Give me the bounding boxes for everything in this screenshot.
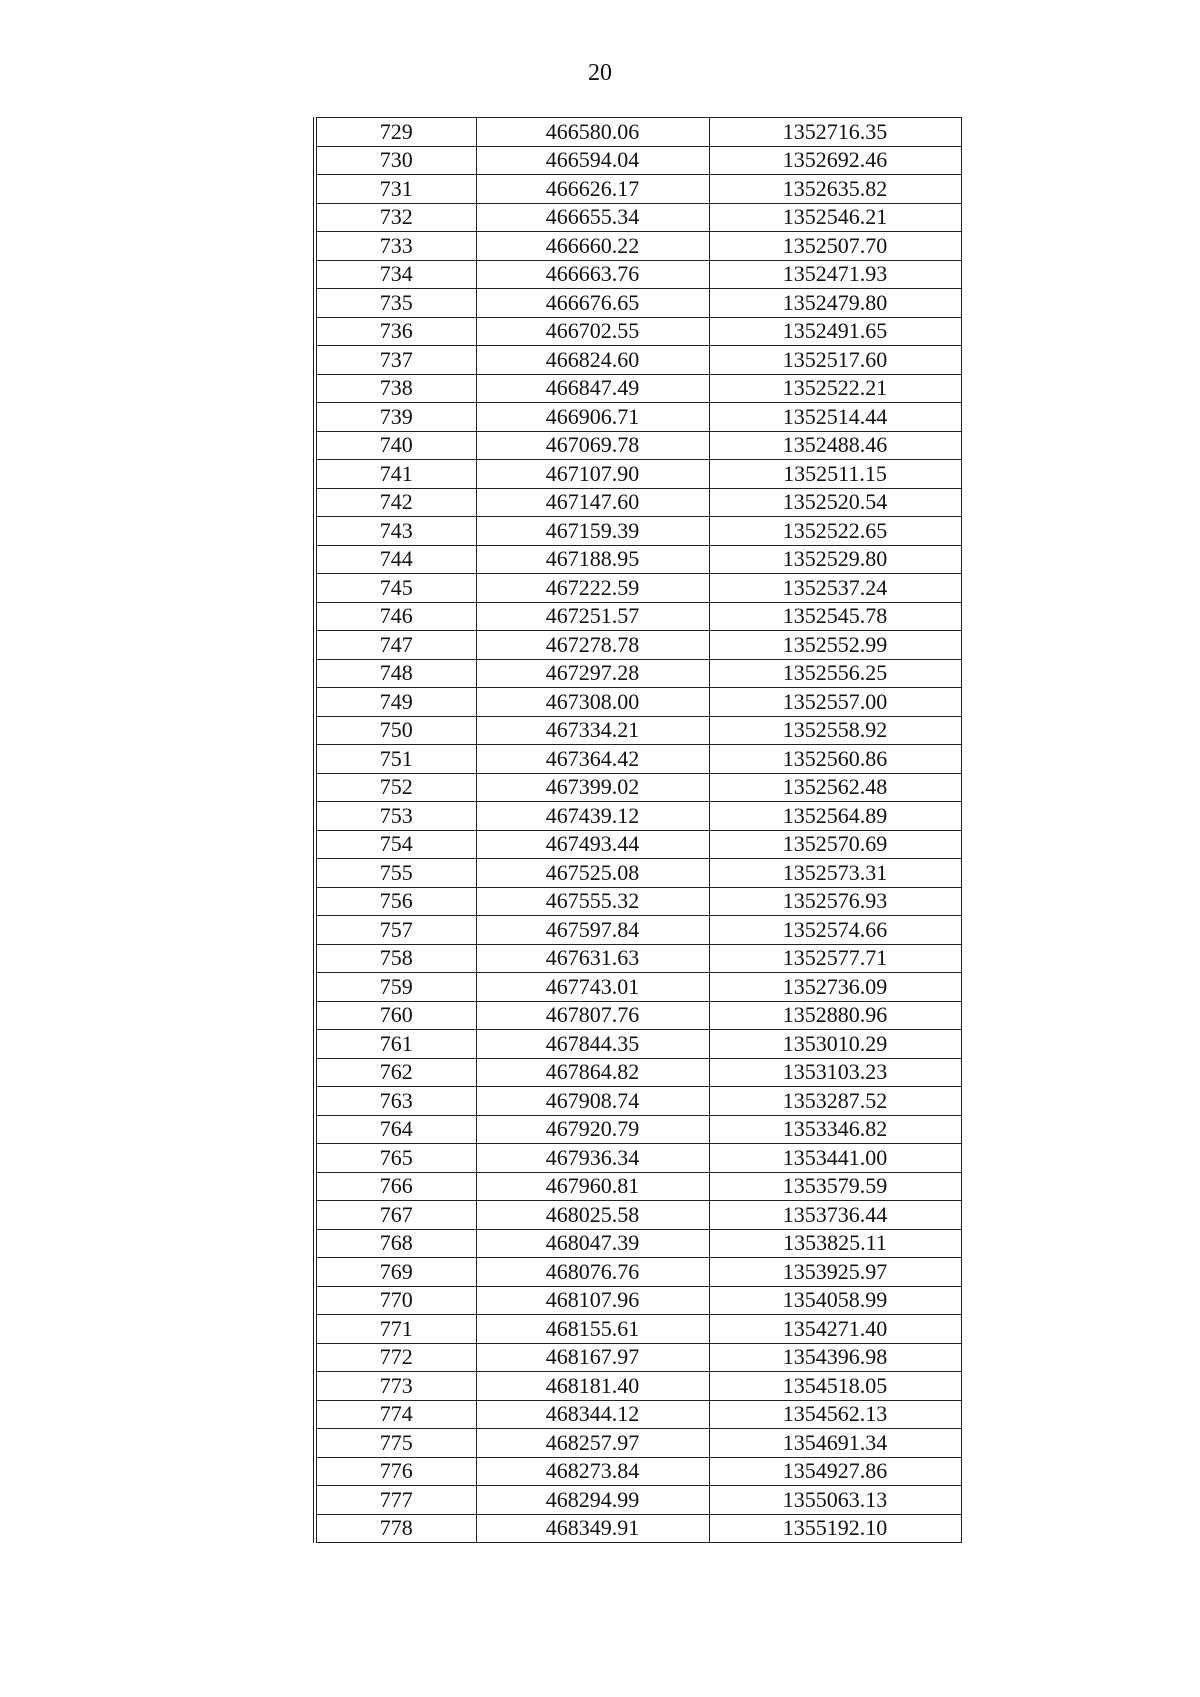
table-row <box>315 1229 961 1258</box>
table-row <box>315 1258 961 1287</box>
y-coordinate-cell: 1352552.99 <box>709 631 961 660</box>
x-coordinate-cell: 467222.59 <box>476 574 709 603</box>
y-coordinate-cell: 1352520.54 <box>709 488 961 517</box>
x-coordinate-cell: 467334.21 <box>476 716 709 745</box>
x-coordinate-cell: 468349.91 <box>476 1514 709 1543</box>
y-coordinate-cell: 1352514.44 <box>709 403 961 432</box>
table-row <box>315 830 961 859</box>
x-coordinate-cell: 467920.79 <box>476 1115 709 1144</box>
y-coordinate-cell: 1354691.34 <box>709 1429 961 1458</box>
table-row <box>315 1343 961 1372</box>
x-coordinate-cell: 466676.65 <box>476 289 709 318</box>
y-coordinate-cell: 1352546.21 <box>709 203 961 232</box>
y-coordinate-cell: 1352573.31 <box>709 859 961 888</box>
point-number-cell: 751 <box>315 745 476 774</box>
point-number-cell: 768 <box>315 1229 476 1258</box>
point-number-cell: 745 <box>315 574 476 603</box>
table-row <box>315 1429 961 1458</box>
y-coordinate-cell: 1352692.46 <box>709 146 961 175</box>
point-number-cell: 772 <box>315 1343 476 1372</box>
point-number-cell: 753 <box>315 802 476 831</box>
y-coordinate-cell: 1352511.15 <box>709 460 961 489</box>
table-row <box>315 1286 961 1315</box>
x-coordinate-cell: 467251.57 <box>476 602 709 631</box>
x-coordinate-cell: 467297.28 <box>476 659 709 688</box>
y-coordinate-cell: 1353825.11 <box>709 1229 961 1258</box>
x-coordinate-cell: 468181.40 <box>476 1372 709 1401</box>
x-coordinate-cell: 467631.63 <box>476 944 709 973</box>
x-coordinate-cell: 466663.76 <box>476 260 709 289</box>
point-number-cell: 774 <box>315 1400 476 1429</box>
point-number-cell: 743 <box>315 517 476 546</box>
table-row <box>315 659 961 688</box>
point-number-cell: 770 <box>315 1286 476 1315</box>
table-row <box>315 773 961 802</box>
table-row <box>315 203 961 232</box>
point-number-cell: 742 <box>315 488 476 517</box>
y-coordinate-cell: 1352570.69 <box>709 830 961 859</box>
x-coordinate-cell: 467364.42 <box>476 745 709 774</box>
point-number-cell: 754 <box>315 830 476 859</box>
table-row <box>315 631 961 660</box>
x-coordinate-cell: 466906.71 <box>476 403 709 432</box>
point-number-cell: 762 <box>315 1058 476 1087</box>
coordinates-table <box>313 117 962 1543</box>
y-coordinate-cell: 1352471.93 <box>709 260 961 289</box>
table-row <box>315 1087 961 1116</box>
y-coordinate-cell: 1352562.48 <box>709 773 961 802</box>
y-coordinate-cell: 1352880.96 <box>709 1001 961 1030</box>
point-number-cell: 735 <box>315 289 476 318</box>
point-number-cell: 756 <box>315 887 476 916</box>
y-coordinate-cell: 1354396.98 <box>709 1343 961 1372</box>
table-row <box>315 488 961 517</box>
y-coordinate-cell: 1352479.80 <box>709 289 961 318</box>
point-number-cell: 746 <box>315 602 476 631</box>
y-coordinate-cell: 1353925.97 <box>709 1258 961 1287</box>
table-row <box>315 1457 961 1486</box>
y-coordinate-cell: 1353103.23 <box>709 1058 961 1087</box>
point-number-cell: 752 <box>315 773 476 802</box>
table-row <box>315 289 961 318</box>
x-coordinate-cell: 466655.34 <box>476 203 709 232</box>
table-row <box>315 545 961 574</box>
x-coordinate-cell: 467807.76 <box>476 1001 709 1030</box>
table-row <box>315 260 961 289</box>
y-coordinate-cell: 1352491.65 <box>709 317 961 346</box>
point-number-cell: 778 <box>315 1514 476 1543</box>
x-coordinate-cell: 466702.55 <box>476 317 709 346</box>
x-coordinate-cell: 467936.34 <box>476 1144 709 1173</box>
y-coordinate-cell: 1354562.13 <box>709 1400 961 1429</box>
x-coordinate-cell: 468167.97 <box>476 1343 709 1372</box>
y-coordinate-cell: 1352716.35 <box>709 118 961 147</box>
x-coordinate-cell: 466847.49 <box>476 374 709 403</box>
x-coordinate-cell: 468076.76 <box>476 1258 709 1287</box>
point-number-cell: 761 <box>315 1030 476 1059</box>
table-row <box>315 688 961 717</box>
x-coordinate-cell: 467525.08 <box>476 859 709 888</box>
y-coordinate-cell: 1352522.21 <box>709 374 961 403</box>
point-number-cell: 730 <box>315 146 476 175</box>
table-row <box>315 1144 961 1173</box>
x-coordinate-cell: 467743.01 <box>476 973 709 1002</box>
table-row <box>315 944 961 973</box>
page-number: 20 <box>588 60 612 86</box>
table-row <box>315 574 961 603</box>
x-coordinate-cell: 468025.58 <box>476 1201 709 1230</box>
point-number-cell: 738 <box>315 374 476 403</box>
x-coordinate-cell: 466594.04 <box>476 146 709 175</box>
point-number-cell: 776 <box>315 1457 476 1486</box>
point-number-cell: 741 <box>315 460 476 489</box>
table-row <box>315 745 961 774</box>
y-coordinate-cell: 1352507.70 <box>709 232 961 261</box>
table-row <box>315 602 961 631</box>
x-coordinate-cell: 467188.95 <box>476 545 709 574</box>
y-coordinate-cell: 1355063.13 <box>709 1486 961 1515</box>
x-coordinate-cell: 467908.74 <box>476 1087 709 1116</box>
y-coordinate-cell: 1352517.60 <box>709 346 961 375</box>
table-row <box>315 1400 961 1429</box>
y-coordinate-cell: 1352564.89 <box>709 802 961 831</box>
table-row <box>315 1514 961 1543</box>
x-coordinate-cell: 468294.99 <box>476 1486 709 1515</box>
table-row <box>315 1030 961 1059</box>
table-row <box>315 973 961 1002</box>
point-number-cell: 731 <box>315 175 476 204</box>
x-coordinate-cell: 467147.60 <box>476 488 709 517</box>
x-coordinate-cell: 468273.84 <box>476 1457 709 1486</box>
y-coordinate-cell: 1352736.09 <box>709 973 961 1002</box>
point-number-cell: 732 <box>315 203 476 232</box>
point-number-cell: 771 <box>315 1315 476 1344</box>
y-coordinate-cell: 1352529.80 <box>709 545 961 574</box>
point-number-cell: 729 <box>315 118 476 147</box>
point-number-cell: 777 <box>315 1486 476 1515</box>
x-coordinate-cell: 468047.39 <box>476 1229 709 1258</box>
x-coordinate-cell: 467308.00 <box>476 688 709 717</box>
y-coordinate-cell: 1352560.86 <box>709 745 961 774</box>
point-number-cell: 765 <box>315 1144 476 1173</box>
point-number-cell: 773 <box>315 1372 476 1401</box>
y-coordinate-cell: 1353579.59 <box>709 1172 961 1201</box>
y-coordinate-cell: 1352557.00 <box>709 688 961 717</box>
x-coordinate-cell: 467069.78 <box>476 431 709 460</box>
point-number-cell: 750 <box>315 716 476 745</box>
table-row <box>315 431 961 460</box>
table-row <box>315 1486 961 1515</box>
y-coordinate-cell: 1354518.05 <box>709 1372 961 1401</box>
y-coordinate-cell: 1353010.29 <box>709 1030 961 1059</box>
table-row <box>315 887 961 916</box>
table-row <box>315 859 961 888</box>
y-coordinate-cell: 1352522.65 <box>709 517 961 546</box>
y-coordinate-cell: 1352537.24 <box>709 574 961 603</box>
point-number-cell: 747 <box>315 631 476 660</box>
x-coordinate-cell: 468257.97 <box>476 1429 709 1458</box>
x-coordinate-cell: 466626.17 <box>476 175 709 204</box>
point-number-cell: 767 <box>315 1201 476 1230</box>
y-coordinate-cell: 1354927.86 <box>709 1457 961 1486</box>
x-coordinate-cell: 468344.12 <box>476 1400 709 1429</box>
point-number-cell: 766 <box>315 1172 476 1201</box>
point-number-cell: 755 <box>315 859 476 888</box>
y-coordinate-cell: 1353346.82 <box>709 1115 961 1144</box>
point-number-cell: 749 <box>315 688 476 717</box>
point-number-cell: 739 <box>315 403 476 432</box>
point-number-cell: 763 <box>315 1087 476 1116</box>
coordinates-table-body <box>315 118 961 1543</box>
y-coordinate-cell: 1352635.82 <box>709 175 961 204</box>
point-number-cell: 734 <box>315 260 476 289</box>
table-row <box>315 374 961 403</box>
y-coordinate-cell: 1352576.93 <box>709 887 961 916</box>
x-coordinate-cell: 467844.35 <box>476 1030 709 1059</box>
point-number-cell: 737 <box>315 346 476 375</box>
table-row <box>315 517 961 546</box>
x-coordinate-cell: 466580.06 <box>476 118 709 147</box>
table-row <box>315 1115 961 1144</box>
y-coordinate-cell: 1353287.52 <box>709 1087 961 1116</box>
point-number-cell: 736 <box>315 317 476 346</box>
table-row <box>315 232 961 261</box>
x-coordinate-cell: 467493.44 <box>476 830 709 859</box>
point-number-cell: 733 <box>315 232 476 261</box>
table-row <box>315 118 961 147</box>
x-coordinate-cell: 468107.96 <box>476 1286 709 1315</box>
table-row <box>315 175 961 204</box>
table-row <box>315 1372 961 1401</box>
x-coordinate-cell: 466660.22 <box>476 232 709 261</box>
table-row <box>315 802 961 831</box>
table-row <box>315 317 961 346</box>
x-coordinate-cell: 467555.32 <box>476 887 709 916</box>
point-number-cell: 748 <box>315 659 476 688</box>
x-coordinate-cell: 466824.60 <box>476 346 709 375</box>
x-coordinate-cell: 467399.02 <box>476 773 709 802</box>
point-number-cell: 775 <box>315 1429 476 1458</box>
table-row <box>315 1001 961 1030</box>
x-coordinate-cell: 467439.12 <box>476 802 709 831</box>
x-coordinate-cell: 467107.90 <box>476 460 709 489</box>
y-coordinate-cell: 1354058.99 <box>709 1286 961 1315</box>
table-row <box>315 916 961 945</box>
x-coordinate-cell: 467278.78 <box>476 631 709 660</box>
point-number-cell: 759 <box>315 973 476 1002</box>
x-coordinate-cell: 467597.84 <box>476 916 709 945</box>
point-number-cell: 760 <box>315 1001 476 1030</box>
point-number-cell: 769 <box>315 1258 476 1287</box>
x-coordinate-cell: 468155.61 <box>476 1315 709 1344</box>
y-coordinate-cell: 1352577.71 <box>709 944 961 973</box>
y-coordinate-cell: 1353441.00 <box>709 1144 961 1173</box>
point-number-cell: 764 <box>315 1115 476 1144</box>
table-row <box>315 403 961 432</box>
x-coordinate-cell: 467864.82 <box>476 1058 709 1087</box>
table-row <box>315 460 961 489</box>
table-row <box>315 1058 961 1087</box>
table-row <box>315 1172 961 1201</box>
y-coordinate-cell: 1353736.44 <box>709 1201 961 1230</box>
x-coordinate-cell: 467159.39 <box>476 517 709 546</box>
y-coordinate-cell: 1352558.92 <box>709 716 961 745</box>
point-number-cell: 757 <box>315 916 476 945</box>
point-number-cell: 740 <box>315 431 476 460</box>
y-coordinate-cell: 1352488.46 <box>709 431 961 460</box>
y-coordinate-cell: 1352545.78 <box>709 602 961 631</box>
table-row <box>315 346 961 375</box>
point-number-cell: 744 <box>315 545 476 574</box>
table-row <box>315 1201 961 1230</box>
table-row <box>315 716 961 745</box>
x-coordinate-cell: 467960.81 <box>476 1172 709 1201</box>
table-row <box>315 146 961 175</box>
point-number-cell: 758 <box>315 944 476 973</box>
y-coordinate-cell: 1352574.66 <box>709 916 961 945</box>
table-row <box>315 1315 961 1344</box>
y-coordinate-cell: 1355192.10 <box>709 1514 961 1543</box>
y-coordinate-cell: 1352556.25 <box>709 659 961 688</box>
y-coordinate-cell: 1354271.40 <box>709 1315 961 1344</box>
